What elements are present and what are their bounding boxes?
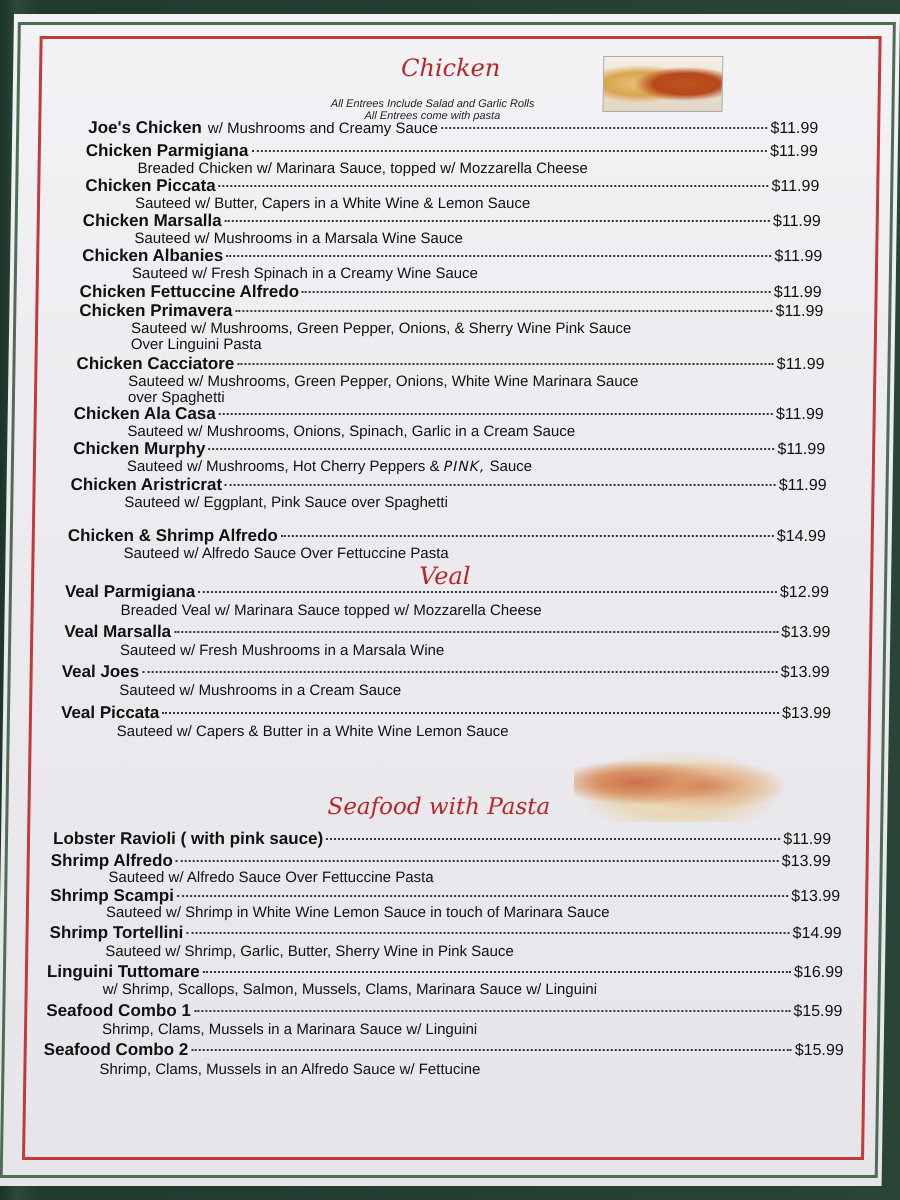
menu-item-seafood-combo-1 (46, 1001, 842, 1021)
dot-leader (219, 185, 769, 187)
item-price: $11.99 (769, 143, 818, 160)
section-title-chicken: Chicken (400, 54, 501, 82)
item-description: Sauteed w/ Mushrooms in a Cream Sauce (119, 682, 402, 699)
item-description: Sauteed w/ Butter, Capers in a White Wine & Lemon Sauce (134, 195, 531, 212)
pasta-note: All Entrees come with pasta (364, 110, 501, 122)
item-name: Linguini Tuttomare (46, 962, 200, 981)
item-description: Sauteed w/ Fresh Spinach in a Creamy Wine Sauce (131, 265, 479, 282)
menu-item-shrimp-alfredo (51, 851, 831, 871)
dot-leader (251, 150, 767, 152)
dot-leader (142, 671, 778, 673)
menu-item-chicken-primavera (79, 301, 823, 321)
item-name: Veal Parmigiana (64, 582, 196, 601)
item-price: $11.99 (777, 441, 826, 458)
dot-leader (441, 127, 768, 129)
menu-item-seafood-combo-2 (44, 1040, 844, 1060)
dot-leader (226, 255, 771, 257)
menu-item-chicken-piccata (85, 176, 819, 196)
item-price: $15.99 (794, 1042, 844, 1059)
menu-item-lobster-ravioli (53, 829, 831, 849)
dot-leader (208, 448, 774, 450)
chicken-dish-photo (602, 56, 723, 112)
dot-leader (174, 631, 778, 633)
menu-item-shrimp-scampi (50, 886, 840, 906)
menu-item-chicken-ala-casa (74, 404, 824, 424)
item-description: Sauteed w/ Fresh Mushrooms in a Marsala Wine (119, 642, 445, 659)
item-price: $14.99 (792, 925, 842, 942)
item-price: $13.99 (780, 664, 830, 681)
section-title-seafood: Seafood with Pasta (327, 794, 551, 820)
menu-item-joes-chicken (88, 118, 818, 138)
entree-note: All Entrees Include Salad and Garlic Rolls (330, 98, 535, 110)
item-name: Chicken Fettuccine Alfredo (79, 282, 300, 301)
item-description: Sauteed w/ Capers & Butter in a White Wine Lemon Sauce (116, 723, 509, 740)
item-name: Chicken Marsalla (82, 211, 222, 230)
menu-item-chicken-cacciatore (76, 354, 824, 374)
item-description: Breaded Veal w/ Marinara Sauce topped w/ Mozzarella Cheese (120, 602, 542, 619)
menu-item-chicken-aristricrat (70, 475, 826, 495)
menu-item-veal-parmigiana (65, 582, 829, 602)
item-price: $11.99 (770, 120, 819, 137)
item-description: Sauteed w/ Mushrooms in a Marsala Wine Sauce (134, 230, 464, 247)
item-name: Chicken Parmigiana (85, 141, 249, 160)
menu-page (0, 14, 900, 1186)
menu-item-shrimp-tortellini (49, 923, 841, 943)
dot-leader (281, 535, 774, 537)
item-description: Sauteed w/ Shrimp, Garlic, Butter, Sherry Wine in Pink Sauce (105, 943, 514, 960)
dot-leader (302, 291, 771, 293)
item-price: $11.99 (775, 303, 824, 320)
dot-leader (198, 591, 777, 593)
item-name: Chicken Cacciatore (76, 354, 235, 373)
item-name: Shrimp Scampi (50, 886, 175, 905)
item-name: Joe's Chicken (88, 118, 203, 137)
item-description: Sauteed w/ Eggplant, Pink Sauce over Spaghetti (124, 494, 449, 511)
dot-leader (219, 413, 773, 415)
item-description: Sauteed w/ Alfredo Sauce Over Fettuccine Pasta (123, 545, 449, 562)
item-name: Chicken & Shrimp Alfredo (67, 526, 278, 545)
item-name: Chicken Aristricrat (70, 475, 223, 494)
item-price: $11.99 (774, 248, 823, 265)
item-name: Shrimp Tortellini (49, 923, 184, 942)
item-price: $11.99 (783, 831, 832, 848)
seafood-dish-photo (573, 750, 784, 822)
item-description: Breaded Chicken w/ Marinara Sauce, topped w/ Mozzarella Cheese (137, 160, 588, 177)
item-description: Sauteed w/ Shrimp in White Wine Lemon Sauce in touch of Marinara Sauce (105, 904, 610, 921)
item-price: $13.99 (791, 888, 841, 905)
menu-item-veal-marsalla (64, 622, 830, 642)
menu-item-linguini-tuttomare (47, 962, 843, 982)
item-price: $11.99 (773, 284, 822, 301)
section-title-veal: Veal (418, 562, 471, 590)
dot-leader (162, 712, 779, 714)
menu-item-chicken-fettuccine-alfredo (79, 282, 821, 302)
item-price: $13.99 (781, 624, 831, 641)
menu-item-chicken-shrimp-alfredo (68, 526, 826, 546)
dot-leader (326, 838, 780, 840)
item-price: $12.99 (779, 584, 830, 601)
menu-item-chicken-albanies (82, 246, 822, 266)
item-name: Chicken Piccata (85, 176, 216, 195)
item-price: $11.99 (778, 477, 827, 494)
dot-leader (203, 971, 791, 973)
item-name: Shrimp Alfredo (50, 851, 174, 870)
item-name: Veal Marsalla (64, 622, 172, 641)
menu-item-chicken-murphy (73, 439, 825, 459)
item-price: $13.99 (781, 853, 831, 870)
item-name: Chicken Albanies (82, 246, 224, 265)
dot-leader (225, 220, 770, 222)
item-price: $11.99 (776, 356, 825, 373)
item-inline-desc: w/ Mushrooms and Creamy Sauce (207, 120, 439, 137)
item-price: $11.99 (771, 178, 820, 195)
menu-item-chicken-parmigiana (86, 141, 818, 161)
item-description: Sauteed w/ Alfredo Sauce Over Fettuccine Pasta (108, 869, 434, 886)
item-name: Chicken Ala Casa (73, 404, 216, 423)
item-name: Veal Joes (61, 662, 140, 681)
item-name: Veal Piccata (60, 703, 160, 722)
dot-leader (237, 363, 773, 365)
item-price: $15.99 (793, 1003, 843, 1020)
dot-leader (194, 1010, 791, 1012)
dot-leader (186, 932, 789, 934)
item-name: Lobster Ravioli ( with pink sauce) (52, 829, 324, 848)
item-description-line2: over Spaghetti (127, 389, 225, 406)
item-description: Shrimp, Clams, Mussels in a Marinara Sauce w/ Linguini (101, 1021, 478, 1038)
item-description-line2: Over Linguini Pasta (130, 336, 262, 353)
menu-item-veal-joes (62, 662, 830, 682)
item-description: Sauteed w/ Mushrooms, Onions, Spinach, Garlic in a Cream Sauce (127, 423, 576, 440)
item-name: Chicken Murphy (73, 439, 206, 458)
item-name: Seafood Combo 1 (46, 1001, 192, 1020)
dot-leader (225, 484, 776, 486)
item-description: w/ Shrimp, Scallops, Salmon, Mussels, Clams, Marinara Sauce w/ Linguini (102, 981, 598, 998)
item-price: $11.99 (772, 213, 821, 230)
item-price: $11.99 (775, 406, 824, 423)
item-description: Shrimp, Clams, Mussels in an Alfredo Sauce w/ Fettucine (99, 1061, 481, 1078)
handwritten-note: PINK, (443, 459, 486, 475)
item-description: Sauteed w/ Mushrooms, Green Pepper, Onions, & Sherry Wine Pink Sauce (130, 320, 632, 337)
item-price: $14.99 (776, 528, 826, 545)
item-name: Chicken Primavera (79, 301, 233, 320)
dot-leader (235, 310, 772, 312)
desc-text: Sauteed w/ Mushrooms, Hot Cherry Peppers & (126, 458, 440, 475)
dot-leader (191, 1049, 792, 1051)
menu-item-chicken-marsalla (83, 211, 821, 231)
item-price: $13.99 (781, 705, 832, 722)
dot-leader (176, 860, 779, 862)
item-name: Seafood Combo 2 (43, 1040, 189, 1059)
dot-leader (177, 895, 788, 897)
item-description (127, 458, 532, 475)
item-price: $16.99 (793, 964, 844, 981)
menu-item-veal-piccata (61, 703, 831, 723)
item-description: Sauteed w/ Mushrooms, Green Pepper, Onions, White Wine Marinara Sauce (128, 373, 639, 390)
desc-tail: Sauce (489, 458, 533, 475)
